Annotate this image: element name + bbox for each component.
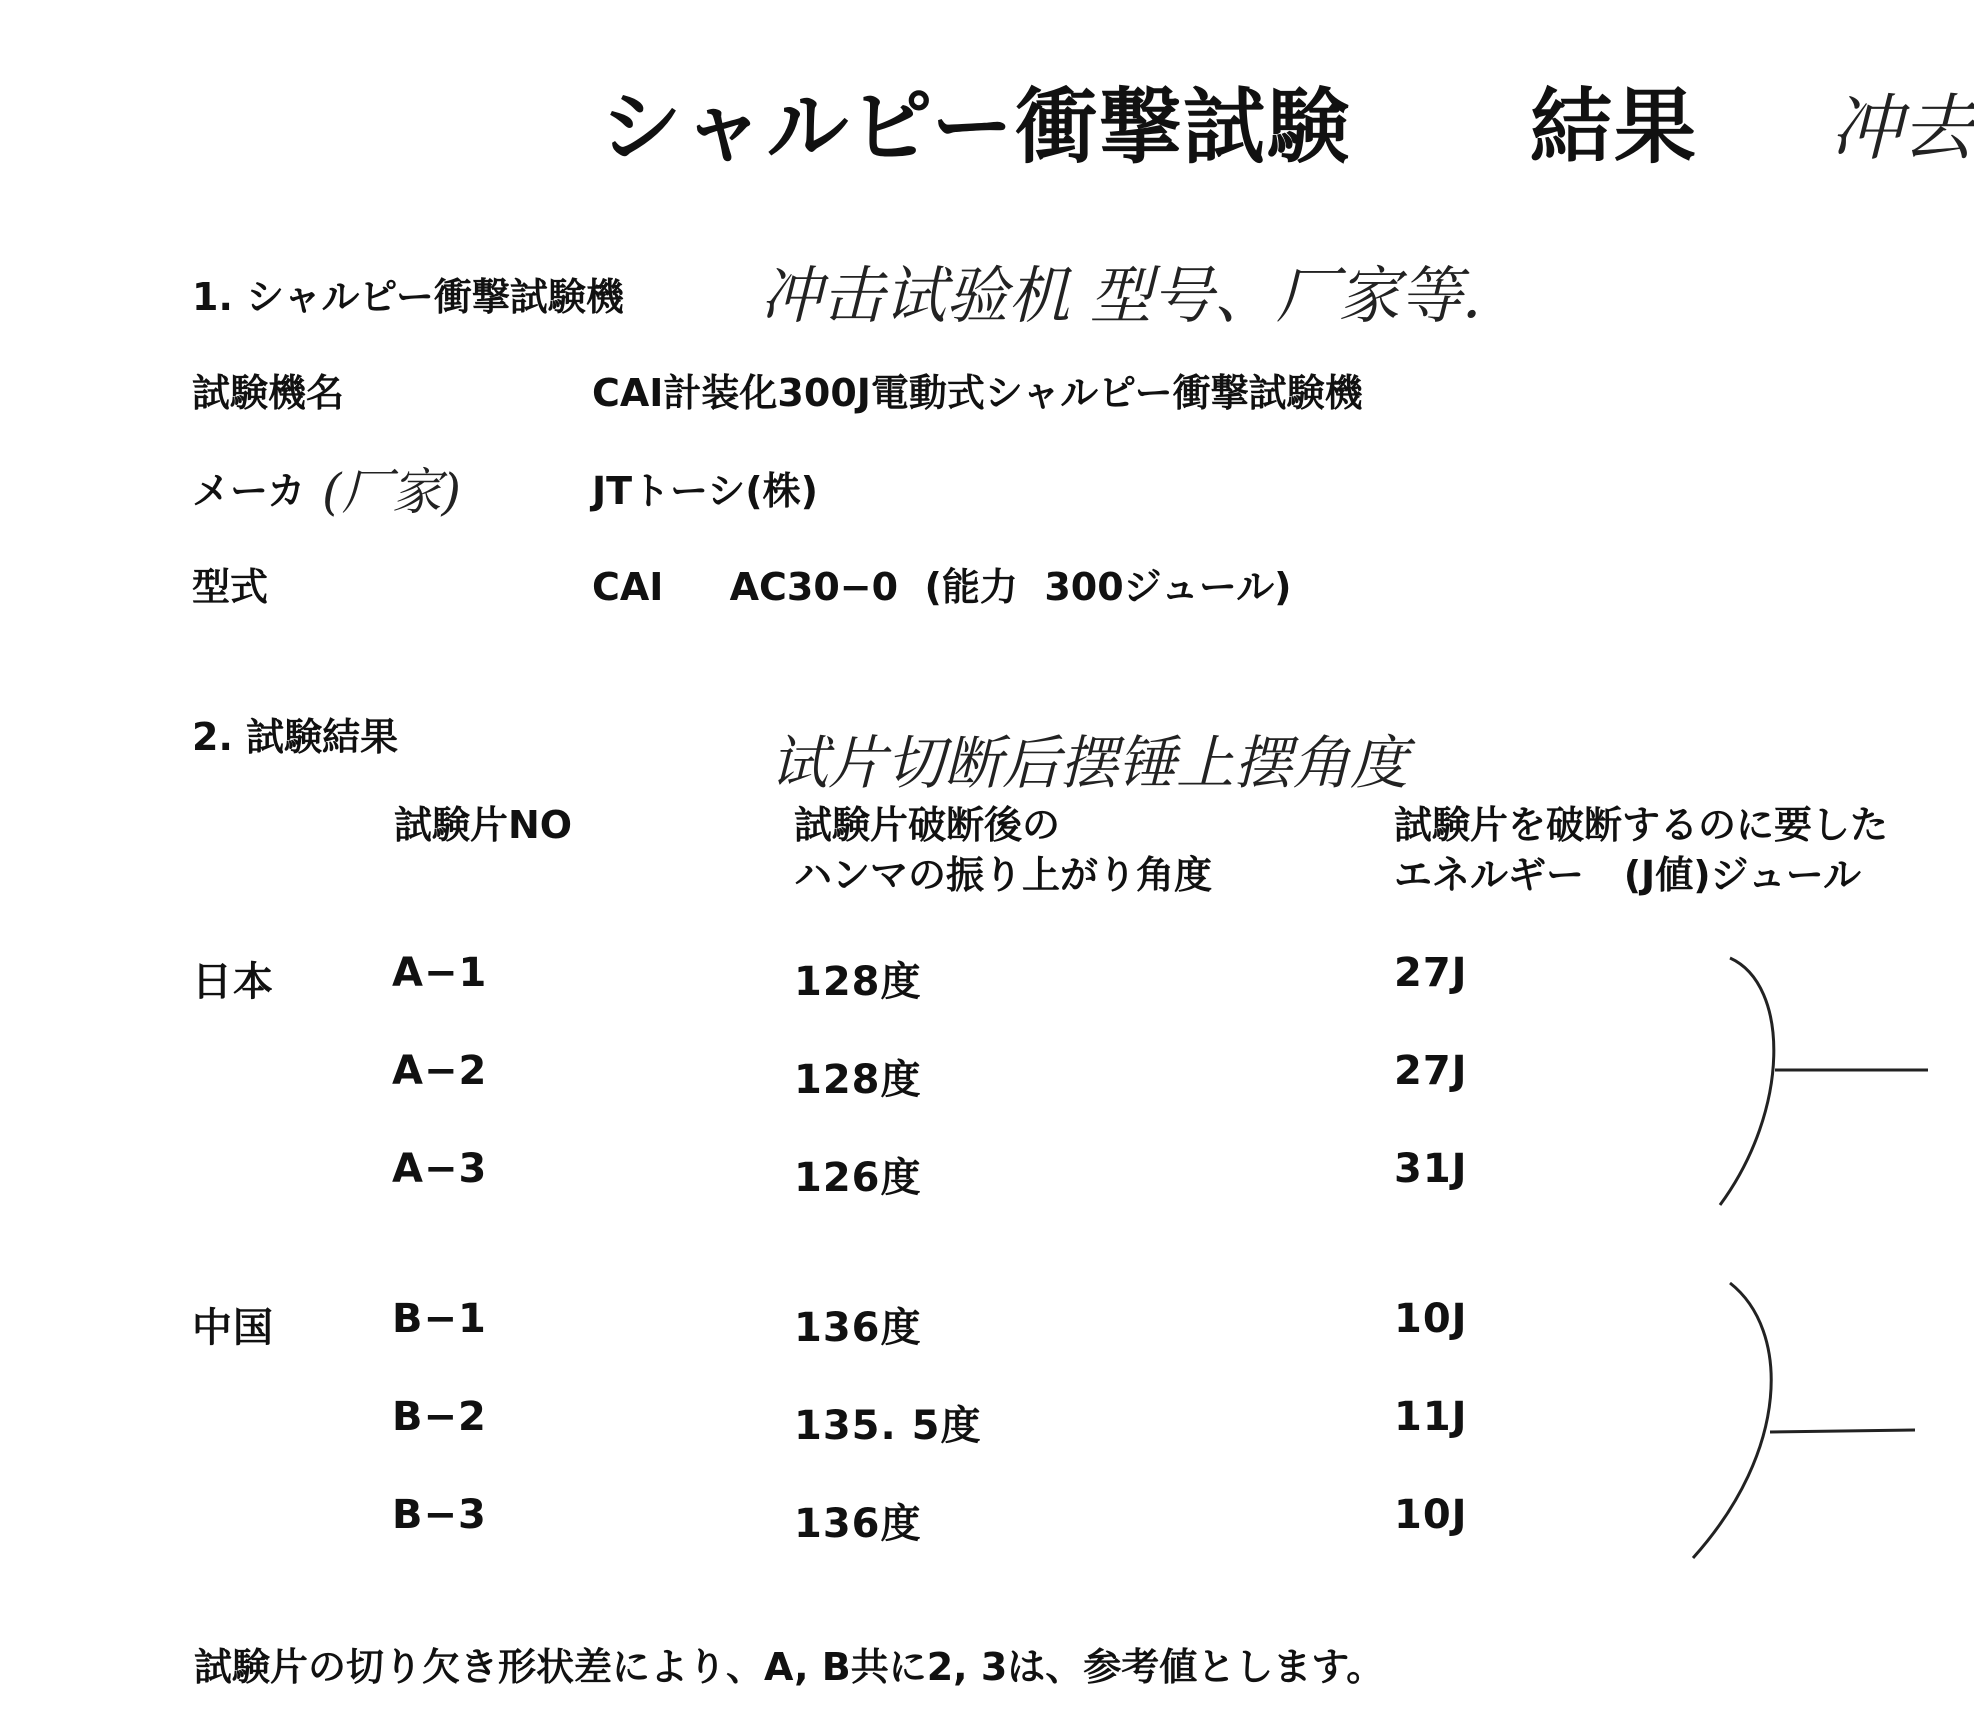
- table-cell-angle: 136度: [794, 1305, 922, 1351]
- section1-handwritten-note: 冲击试验机 型号、厂家等.: [760, 259, 1482, 332]
- maker-handwritten-note: (厂家): [322, 463, 462, 521]
- machine-name-value: CAI計装化300J電動式シャルピー衝撃試験機: [592, 371, 1363, 415]
- table-cell-no: B−1: [392, 1296, 487, 1342]
- section2-heading: 2. 試験結果: [192, 715, 399, 759]
- table-cell-no: A−2: [392, 1048, 488, 1094]
- group-country-japan: 日本: [192, 959, 274, 1005]
- table-cell-no: B−3: [392, 1492, 487, 1538]
- table-cell-no: A−1: [392, 950, 488, 996]
- col-header-angle-line2: ハンマの振り上がり角度: [794, 853, 1213, 897]
- table-cell-angle: 128度: [794, 959, 922, 1005]
- section2-handwritten-note: 试片切断后摆锤上摆角度: [770, 729, 1409, 797]
- table-cell-angle: 128度: [794, 1057, 922, 1103]
- model-label: 型式: [192, 565, 269, 609]
- table-cell-no: A−3: [392, 1146, 488, 1192]
- col-header-energy-line2: エネルギー (J値)ジュール: [1394, 853, 1862, 897]
- section1-heading: 1. シャルピー衝撃試験機: [192, 275, 624, 319]
- table-cell-angle: 126度: [794, 1155, 922, 1201]
- table-cell-angle: 136度: [794, 1501, 922, 1547]
- table-cell-energy: 27J: [1394, 950, 1468, 996]
- table-cell-energy: 27J: [1394, 1048, 1468, 1094]
- title-handwritten-note: 冲去: [1830, 86, 1974, 170]
- col-header-angle-line1: 試験片破断後の: [794, 803, 1061, 847]
- table-cell-angle: 135. 5度: [794, 1403, 982, 1449]
- table-cell-energy: 11J: [1394, 1394, 1468, 1440]
- model-value: CAI AC30−0 (能力 300ジュール): [592, 565, 1292, 609]
- maker-value: JTトーシ(株): [592, 469, 819, 513]
- machine-name-label: 試験機名: [192, 371, 345, 415]
- bracket-china-line: [1770, 1430, 1915, 1432]
- bracket-china: [1693, 1283, 1771, 1558]
- bracket-japan: [1720, 958, 1774, 1205]
- col-header-specimen: 試験片NO: [394, 803, 573, 847]
- group-country-china: 中国: [192, 1305, 274, 1351]
- footnote: 試験片の切り欠き形状差により、A, B共に2, 3は、参考値とします。: [194, 1645, 1385, 1689]
- table-cell-energy: 10J: [1394, 1492, 1468, 1538]
- table-cell-energy: 10J: [1394, 1296, 1468, 1342]
- maker-label: メーカ: [192, 469, 306, 513]
- document-title-result: 結果: [1530, 80, 1699, 175]
- table-cell-no: B−2: [392, 1394, 487, 1440]
- table-cell-energy: 31J: [1394, 1146, 1468, 1192]
- col-header-energy-line1: 試験片を破断するのに要した: [1394, 803, 1889, 847]
- document-title: シャルピー衝撃試験: [600, 80, 1352, 175]
